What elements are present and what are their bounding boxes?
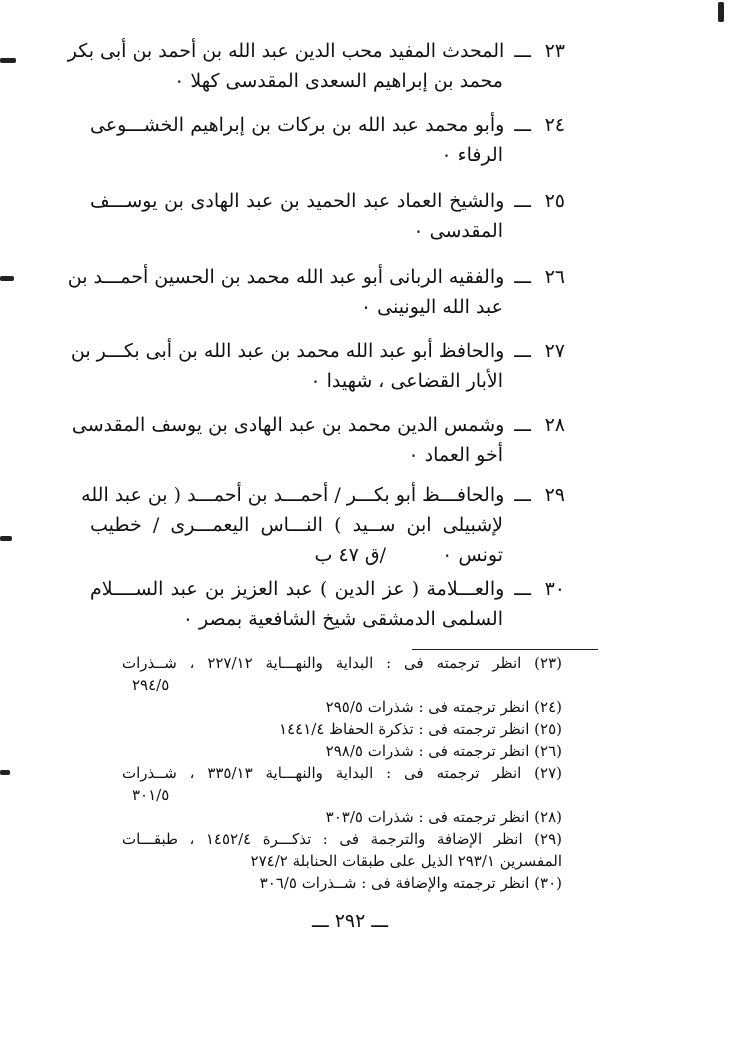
footnote-27-continuation: ٣٠١/٥ [132,786,170,804]
entry-line-3: تونس ٠ [442,544,503,566]
entry-25 [90,186,565,246]
folio-marker: /ق ٤٧ ب [314,544,387,566]
entry-dash: ـــ [514,190,531,212]
entry-number: ٢٧ [544,340,565,362]
entry-line-1: المحدث المفيد محب الدين عبد الله بن أحمد بن أبى بكر [67,40,505,62]
entry-number: ٢٥ [544,190,565,212]
footnote-26: (٢٦) انظر ترجمته فى : شذرات ٢٩٨/٥ [325,742,562,760]
scan-mark-left [0,276,14,281]
entry-number: ٢٣ [544,40,565,62]
entry-line-1: والحافـــظ أبو بكـــر / أحمـــد بن أحمـــد ( بن عبد الله [81,484,505,506]
entry-line-2: عبد الله اليونينى ٠ [360,296,503,318]
scan-mark-left [0,770,10,775]
footnote-27: (٢٧) انظر ترجمته فى : البداية والنهـــاية ٣٣٥/١٣ ، شــذرات [122,764,562,782]
entry-number: ٢٤ [544,114,565,136]
scan-mark-left [0,536,12,541]
entry-dash: ـــ [514,578,531,600]
entry-24 [90,110,565,170]
scan-mark-right [718,2,724,22]
entry-27 [70,336,565,396]
entry-line-1: وشمس الدين محمد بن عبد الهادى بن يوسف المقدسى [71,414,505,436]
entry-number: ٣٠ [544,578,565,600]
entry-line-2: الأبار القضاعى ، شهيدا ٠ [310,370,503,392]
entry-dash: ـــ [514,266,531,288]
entry-23 [67,36,565,96]
footnote-28: (٢٨) انظر ترجمته فى : شذرات ٣٠٣/٥ [325,808,562,826]
entry-line-1: والشيخ العماد عبد الحميد بن عبد الهادى بن يوســـف [90,190,505,212]
entry-30 [90,574,565,634]
footnote-24: (٢٤) انظر ترجمته فى : شذرات ٢٩٥/٥ [325,698,562,716]
entry-line-1: والفقيه الربانى أبو عبد الله محمد بن الحسين أحمـــد بن [67,266,505,288]
page-number: ـــ ٢٩٢ ـــ [311,910,389,932]
footnote-23: (٢٣) انظر ترجمته فى : البداية والنهـــاية ٢٢٧/١٢ ، شــذرات [122,654,562,672]
entry-dash: ـــ [514,40,531,62]
entry-line-2: أخو العماد ٠ [408,444,503,466]
entry-line-1: والعـــلامة ( عز الدين ) عبد العزيز بن عبد الســــلام [90,578,505,600]
footnotes [122,652,562,894]
entry-line-2: السلمى الدمشقى شيخ الشافعية بمصر ٠ [182,608,503,630]
entry-line-1: وأبو محمد عبد الله بن بركات بن إبراهيم الخشـــوعى [90,114,505,136]
footnote-29: (٢٩) انظر الإضافة والترجمة فى : تذكـــرة ١٤٥٢/٤ ، طبقـــات [122,830,562,848]
entry-dash: ـــ [514,114,531,136]
entry-line-2: لإشبيلى ابن ســيد ) النـــاس اليعمـــرى / خطيب [90,514,503,536]
entry-line-2: الرفاء ٠ [441,144,503,166]
entry-number: ٢٩ [544,484,565,506]
footnote-25: (٢٥) انظر ترجمته فى : تذكرة الحفاظ ١٤٤١/٤ [279,720,562,738]
entry-line-1: والحافظ أبو عبد الله محمد بن عبد الله بن أبى بكـــر بن [70,340,505,362]
entry-28 [71,410,565,470]
entry-number: ٢٨ [544,414,565,436]
entry-dash: ـــ [514,414,531,436]
entry-26 [67,262,565,322]
entry-number: ٢٦ [544,266,565,288]
entry-29 [81,480,565,570]
entry-dash: ـــ [514,484,531,506]
entry-line-2: المقدسى ٠ [413,220,503,242]
footnote-23-continuation: ٢٩٤/٥ [132,676,170,694]
scan-mark-left [0,58,16,63]
entry-line-2: محمد بن إبراهيم السعدى المقدسى كهلا ٠ [174,70,503,92]
footnote-separator [412,649,598,650]
entry-dash: ـــ [514,340,531,362]
footnote-30: (٣٠) انظر ترجمته والإضافة فى : شــذرات ٣٠٦/٥ [259,874,562,892]
footnote-29-continuation: المفسرين ٢٩٣/١ الذيل على طبقات الحنابلة ٢٧٤/٢ [250,852,562,870]
